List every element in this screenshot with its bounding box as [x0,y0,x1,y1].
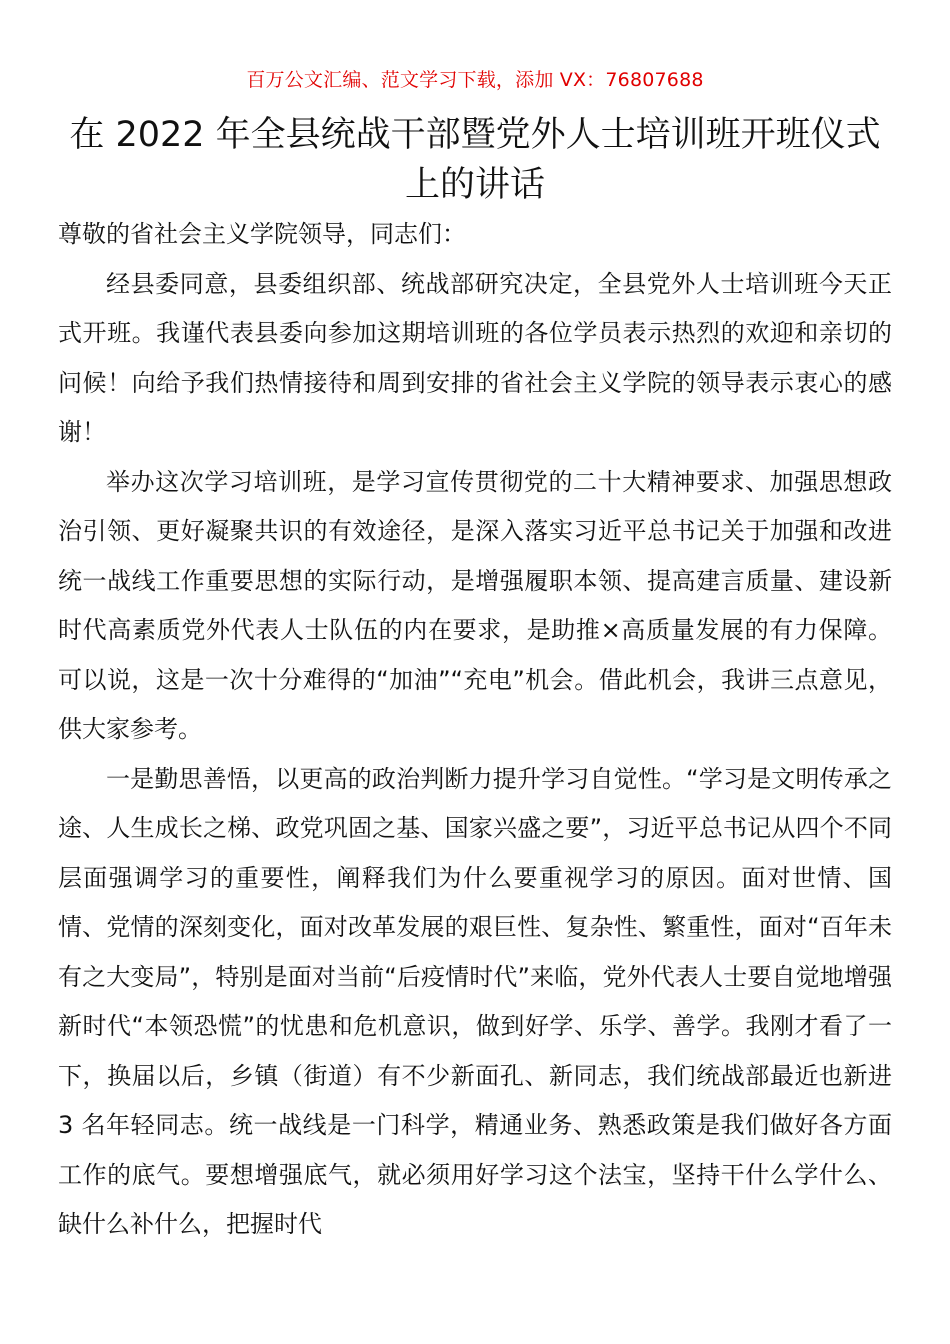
title-line-2: 上的讲话 [404,165,545,205]
title-line-1: 在 2022 年全县统战干部暨党外人士培训班开班仪式 [69,115,881,155]
paragraph-1: 经县委同意，县委组织部、统战部研究决定，全县党外人士培训班今天正式开班。我谨代表县委向参加这期培训班的各位学员表示热烈的欢迎和亲切的问候！向给予我们热情接待和周到安排的省社会主义学院的领导表示衷心的感谢！ [58,269,892,446]
paragraph-2: 举办这次学习培训班，是学习宣传贯彻党的二十大精神要求、加强思想政治引领、更好凝聚共识的有效途径，是深入落实习近平总书记关于加强和改进统一战线工作重要思想的实际行动，是增强履职本领、提高建言质量、建设新时代高素质党外代表人士队伍的内在要求，是助推×高质量发展的有力保障。可以说，这是一次十分难得的“加油”“充电”机会。借此机会，我讲三点意见，供大家参考。 [58,467,892,743]
paragraph-3: 一是勤思善悟，以更高的政治判断力提升学习自觉性。“学习是文明传承之途、人生成长之梯、政党巩固之基、国家兴盛之要”，习近平总书记从四个不同层面强调学习的重要性，阐释我们为什么要重视学习的原因。面对世情、国情、党情的深刻变化，面对改革发展的艰巨性、复杂性、繁重性，面对“百年未有之大变局”，特别是面对当前“后疫情时代”来临，党外代表人士要自觉地增强新时代“本领恐慌”的忧患和危机意识，做到好学、乐学、善学。我刚才看了一下，换届以后，乡镇（街道）有不少新面孔、新同志，我们统战部最近也新进 3 名年轻同志。统一战线是一门科学，精通业务、熟悉政策是我们做好各方面工作的底气。要想增强底气，就必须用好学习这个法宝，坚持干什么学什么、缺什么补什么，把握时代 [58,764,892,1238]
page-title [58,110,892,210]
watermark-banner: 百万公文汇编、范文学习下载，添加 VX：76807688 [246,69,704,91]
salutation: 尊敬的省社会主义学院领导，同志们： [58,220,466,248]
document-body [58,210,892,1250]
